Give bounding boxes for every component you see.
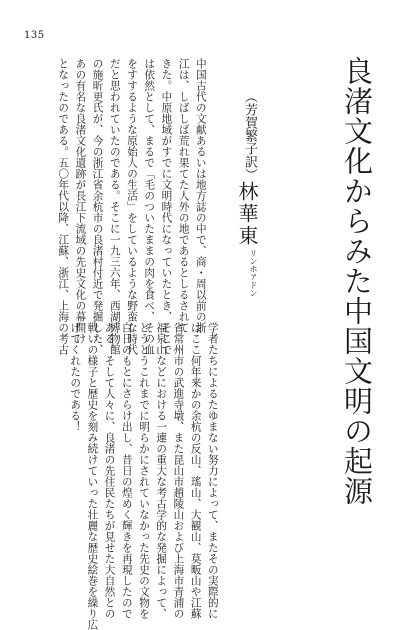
author-name: 林華東 (235, 181, 259, 247)
body-line: 学者たちによるたゆまない努力によって、またその実際的に (206, 322, 219, 619)
page-number: 135 (24, 30, 45, 41)
body-line: はここ何年来かの余杭の反山、瑤山、大観山、莫畈山や江蘇 (189, 322, 202, 619)
body-line: 中国古代の文献あるいは地方誌の中で、商・周以前の浙 (194, 58, 207, 333)
body-line: だと思われていたのである。そこに一九三六年、西湖博物館 (108, 58, 121, 355)
body-text-upper (54, 58, 209, 355)
body-line: 江は、しばしば荒れ果てた人外の地であるとしるされて (177, 58, 190, 333)
body-line: とうとうこれまでに明らかにされていなかった先史の文物を (138, 322, 151, 619)
body-line: 福泉山などにおける一連の重大な考古学的な発掘によって、 (155, 322, 168, 619)
body-line: となったのである。五〇年代以降、江蘇、浙江、上海の考古 (57, 58, 70, 355)
body-text-lower (66, 322, 221, 630)
body-line: あの有名な良渚文化遺跡が長江下流域の先史文化の幕開け (74, 58, 87, 344)
body-line: 省常州市の武進寺墩、また昆山市趙陵山および上海市青浦の (172, 322, 185, 619)
body-line: げてくれたのである！ (69, 322, 82, 432)
author-block (236, 57, 258, 297)
author-name-ruby: リンホアドン (249, 249, 258, 297)
body-line: きた。中原地域がすでに文明時代になっていたとき、そこで (160, 58, 173, 355)
body-line: は依然として、まるで「毛のついたままの肉を食べ、その血 (143, 58, 156, 355)
body-line: をすするような原始人の生活」をしているような野蛮な時代 (126, 58, 139, 355)
body-line: 戦いの様子と歴史を刻み続けていった壮麗な歴史絵巻を繰り広 (86, 322, 99, 630)
article-title: 良渚文化からみた中国文明の起源 (340, 56, 374, 506)
translator-credit: （芳賀繁子訳） (242, 90, 257, 181)
body-line: ある。そして人々に、良渚の先住民たちが見せた大自然との (103, 322, 116, 619)
body-line: 白日のもとにさらけ出し、昔日の煌めく輝きを再現したので (120, 322, 133, 619)
body-line: の施昕更氏が、今の浙江省余杭市の良渚村付近で発掘した、 (91, 58, 104, 355)
